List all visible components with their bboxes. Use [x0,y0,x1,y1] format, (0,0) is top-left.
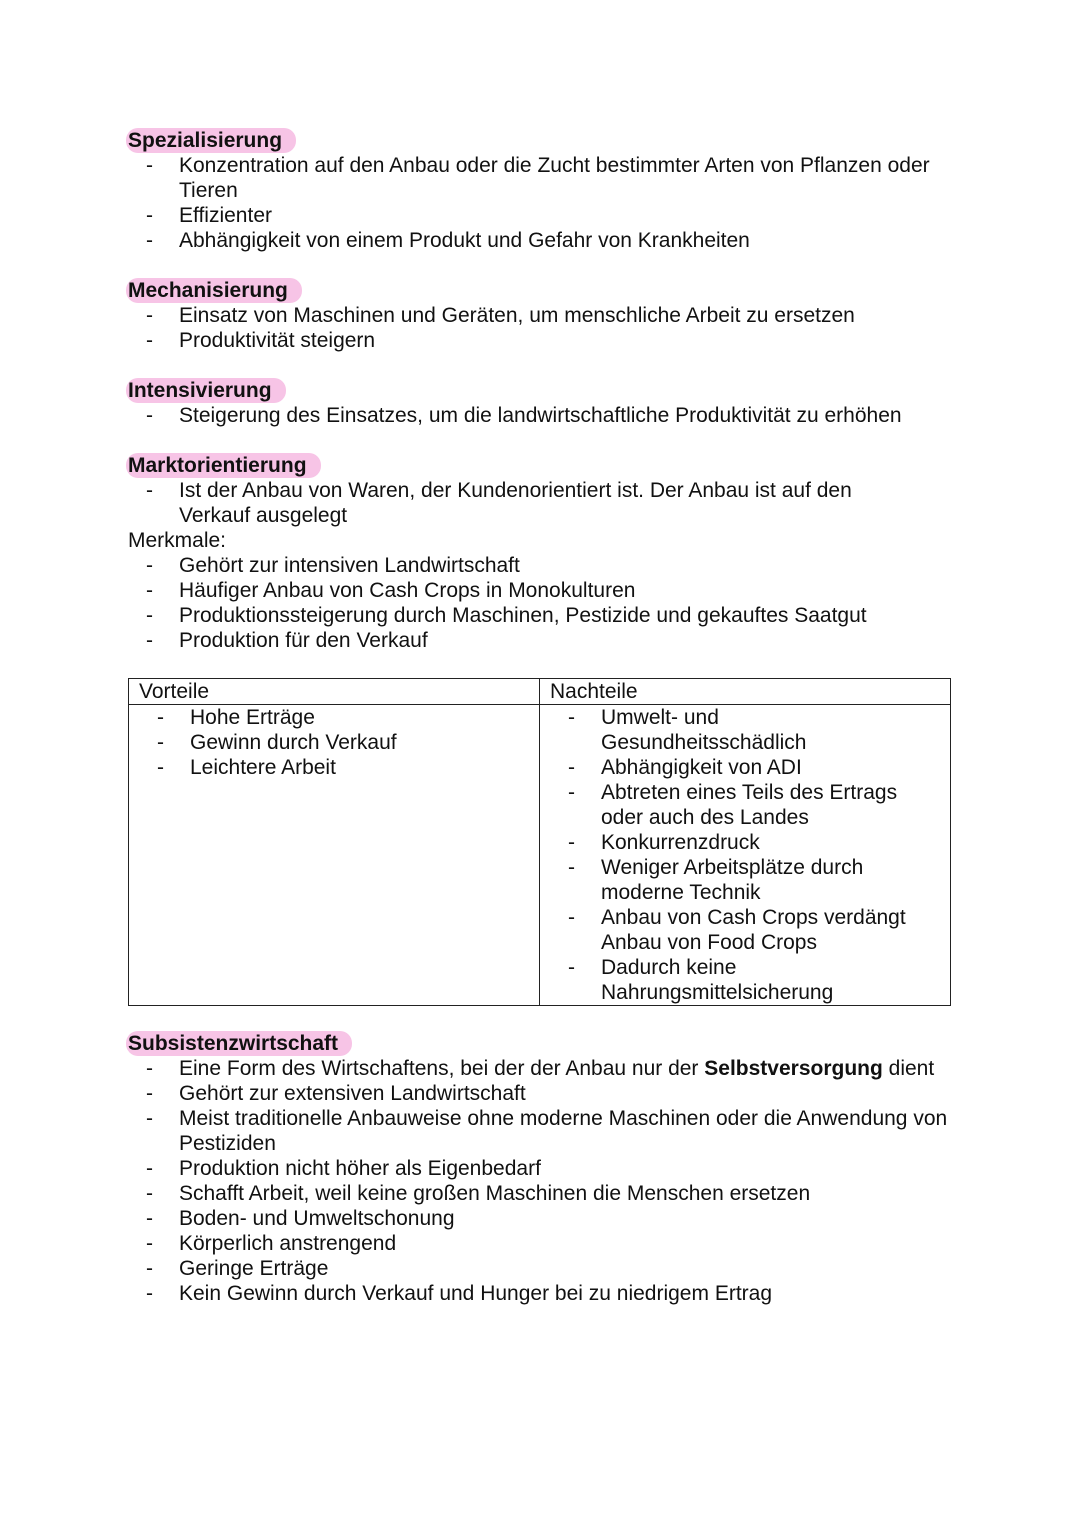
document-page [128,128,958,1331]
list-item: - Konkurrenzdruck [550,830,910,855]
nachteile-list [550,705,940,1005]
list-item: - Abhängigkeit von einem Produkt und Gefahr von Krankheiten [128,228,958,253]
list-item: - Meist traditionelle Anbauweise ohne moderne Maschinen oder die Anwendung von Pestiziden [128,1106,958,1156]
table-header-nachteile: Nachteile [540,679,951,705]
list-item: - Produktion nicht höher als Eigenbedarf [128,1156,958,1181]
item-text: Eine Form des Wirtschaftens, bei der der Anbau nur der [179,1057,705,1080]
list-item: - Einsatz von Maschinen und Geräten, um menschliche Arbeit zu ersetzen [128,303,958,328]
vorteile-list [139,705,529,780]
table-row [129,705,951,1006]
list-item: - Ist der Anbau von Waren, der Kundenorientiert ist. Der Anbau ist auf den Verkauf ausgelegt [128,478,958,528]
bullet-list [128,153,958,253]
list-item: - Steigerung des Einsatzes, um die landwirtschaftliche Produktivität zu erhöhen [128,403,958,428]
pros-cons-table [128,678,951,1006]
list-item: - Produktivität steigern [128,328,958,353]
list-item: - Gehört zur extensiven Landwirtschaft [128,1081,958,1106]
list-item: - Schafft Arbeit, weil keine großen Maschinen die Menschen ersetzen [128,1181,958,1206]
section-heading: Subsistenzwirtschaft [126,1031,352,1056]
list-item: - Produktion für den Verkauf [128,628,958,653]
bullet-list [128,303,958,353]
list-item: - Häufiger Anbau von Cash Crops in Monokulturen [128,578,958,603]
list-item: - Dadurch keine Nahrungsmittelsicherung [550,955,910,1005]
list-item: - Anbau von Cash Crops verdängt Anbau von Food Crops [550,905,910,955]
item-text: dient [882,1057,935,1080]
list-item: - Abtreten eines Teils des Ertrags oder auch des Landes [550,780,910,830]
list-item: - Effizienter [128,203,958,228]
merkmale-list [128,553,958,653]
list-item: - Körperlich anstrengend [128,1231,958,1256]
list-item: - Produktionssteigerung durch Maschinen, Pestizide und gekauftes Saatgut [128,603,958,628]
bullet-list [128,403,958,428]
nachteile-cell [540,705,951,1006]
section-intensivierung [128,378,958,428]
list-item: - Geringe Erträge [128,1256,958,1281]
emphasis-text: Selbstversorgung [704,1057,883,1080]
list-item: - Umwelt- und Gesundheitsschädlich [550,705,910,755]
list-item: - Gewinn durch Verkauf [139,730,529,755]
vorteile-cell [129,705,540,1006]
section-heading: Intensivierung [126,378,286,403]
section-mechanisierung [128,278,958,353]
list-item: - Hohe Erträge [139,705,529,730]
section-heading: Spezialisierung [126,128,296,153]
section-heading: Marktorientierung [126,453,321,478]
bullet-list [128,478,958,528]
merkmale-label: Merkmale: [128,529,227,552]
section-spezialisierung [128,128,958,253]
list-item: - Leichtere Arbeit [139,755,529,780]
list-item: - Kein Gewinn durch Verkauf und Hunger bei zu niedrigem Ertrag [128,1281,958,1306]
list-item: - Konzentration auf den Anbau oder die Zucht bestimmter Arten von Pflanzen oder Tieren [128,153,958,203]
list-item: - Weniger Arbeitsplätze durch moderne Technik [550,855,910,905]
section-heading: Mechanisierung [126,278,302,303]
section-subsistenzwirtschaft [128,1031,958,1306]
section-marktorientierung [128,453,958,653]
table-header-vorteile: Vorteile [129,679,540,705]
list-item: - Gehört zur intensiven Landwirtschaft [128,553,958,578]
bullet-list [128,1056,958,1306]
list-item [128,1056,958,1081]
list-item: - Abhängigkeit von ADI [550,755,910,780]
list-item: - Boden- und Umweltschonung [128,1206,958,1231]
